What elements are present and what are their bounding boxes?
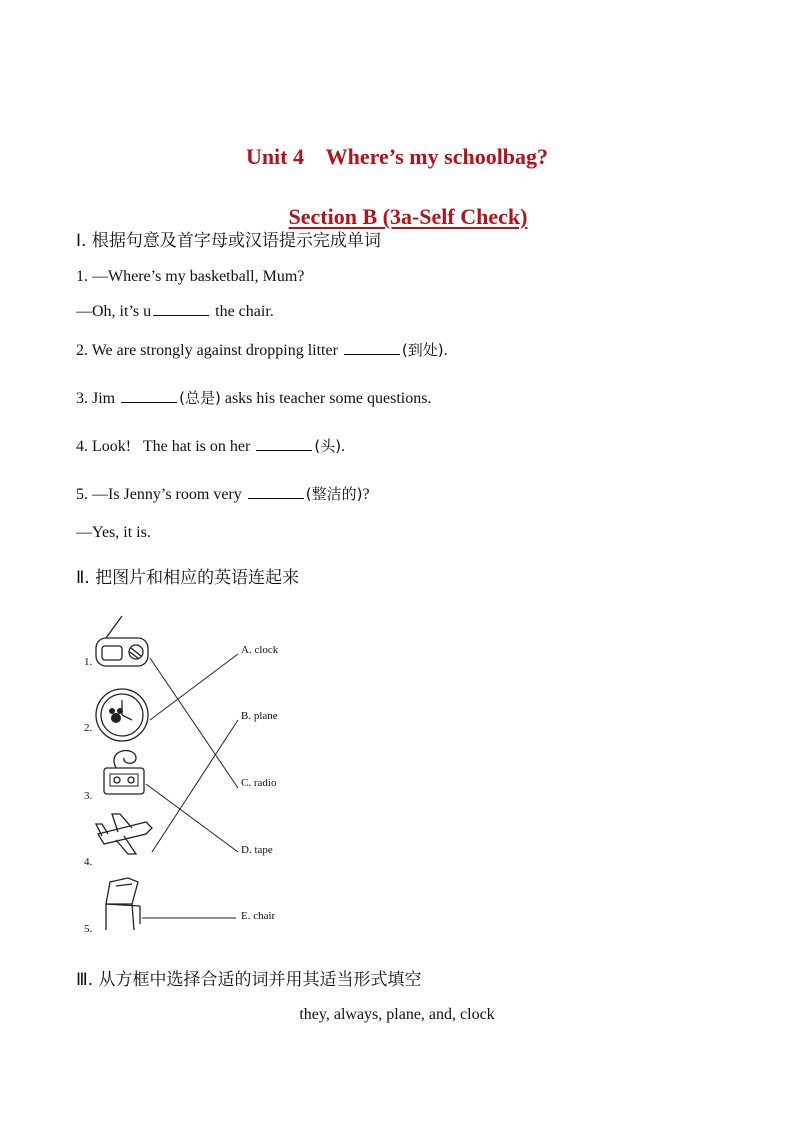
match-lines	[142, 654, 238, 918]
option-d: D. tape	[241, 844, 273, 856]
match-line-3-d	[146, 784, 238, 852]
matching-drawing	[76, 608, 336, 948]
q5-suffix: ?	[362, 486, 370, 503]
q5-answer-line: —Yes, it is.	[76, 524, 151, 541]
q3-hint: (总是)	[179, 389, 221, 407]
word-bank: they, always, plane, and, clock	[299, 1006, 495, 1023]
matching-exercise	[76, 608, 336, 948]
q4-hint: (头)	[314, 437, 342, 455]
q2-suffix: .	[443, 342, 448, 359]
q2-blank[interactable]	[344, 339, 400, 355]
q3-line	[76, 387, 431, 408]
q3-suffix: asks his teacher some questions.	[220, 390, 432, 407]
radio-icon	[96, 616, 148, 666]
chair-icon	[106, 878, 140, 930]
q3-prefix: 3. Jim	[76, 390, 120, 407]
q1-blank[interactable]	[153, 300, 209, 316]
unit-title: Unit 4 Where’s my schoolbag?	[245, 144, 549, 169]
q4-line	[76, 435, 345, 456]
q4-blank[interactable]	[256, 435, 312, 451]
q1-prefix: —Oh, it’s u	[76, 303, 152, 320]
picture-number: 4.	[84, 856, 93, 868]
picture-number: 2.	[84, 722, 93, 734]
q1-line2	[76, 300, 274, 321]
option-a: A. clock	[241, 644, 279, 656]
section2-heading: Ⅱ. 把图片和相应的英语连起来	[76, 568, 300, 588]
q2-line	[76, 339, 448, 360]
option-c: C. radio	[241, 777, 277, 789]
q4-prefix: 4. Look! The hat is on her	[76, 438, 255, 455]
match-line-4-b	[152, 720, 238, 852]
tape-icon	[104, 751, 144, 794]
q4-suffix: .	[341, 438, 346, 455]
q5-blank[interactable]	[248, 483, 304, 499]
picture-number: 3.	[84, 790, 93, 802]
plane-icon	[96, 814, 152, 854]
q1-suffix: the chair.	[211, 303, 274, 320]
q2-prefix: 2. We are strongly against dropping litter	[76, 342, 342, 359]
q1-line1: 1. —Where’s my basketball, Mum?	[76, 268, 305, 285]
section1-heading: Ⅰ. 根据句意及首字母或汉语提示完成单词	[76, 231, 381, 251]
q2-hint: (到处)	[401, 341, 444, 359]
picture-number: 5.	[84, 923, 93, 935]
q5-line	[76, 483, 370, 504]
match-line-2-a	[150, 654, 238, 720]
clock-icon	[96, 689, 148, 741]
option-b: B. plane	[241, 710, 278, 722]
q3-blank[interactable]	[121, 387, 177, 403]
section3-heading: Ⅲ. 从方框中选择合适的词并用其适当形式填空	[76, 970, 422, 990]
section-title-text: Section B (3a-Self Check)	[288, 204, 528, 229]
match-line-1-c	[150, 658, 238, 788]
picture-number: 1.	[84, 656, 93, 668]
q5-hint: (整洁的)	[305, 485, 363, 503]
option-e: E. chair	[241, 910, 276, 922]
q5-prefix: 5. —Is Jenny’s room very	[76, 486, 246, 503]
